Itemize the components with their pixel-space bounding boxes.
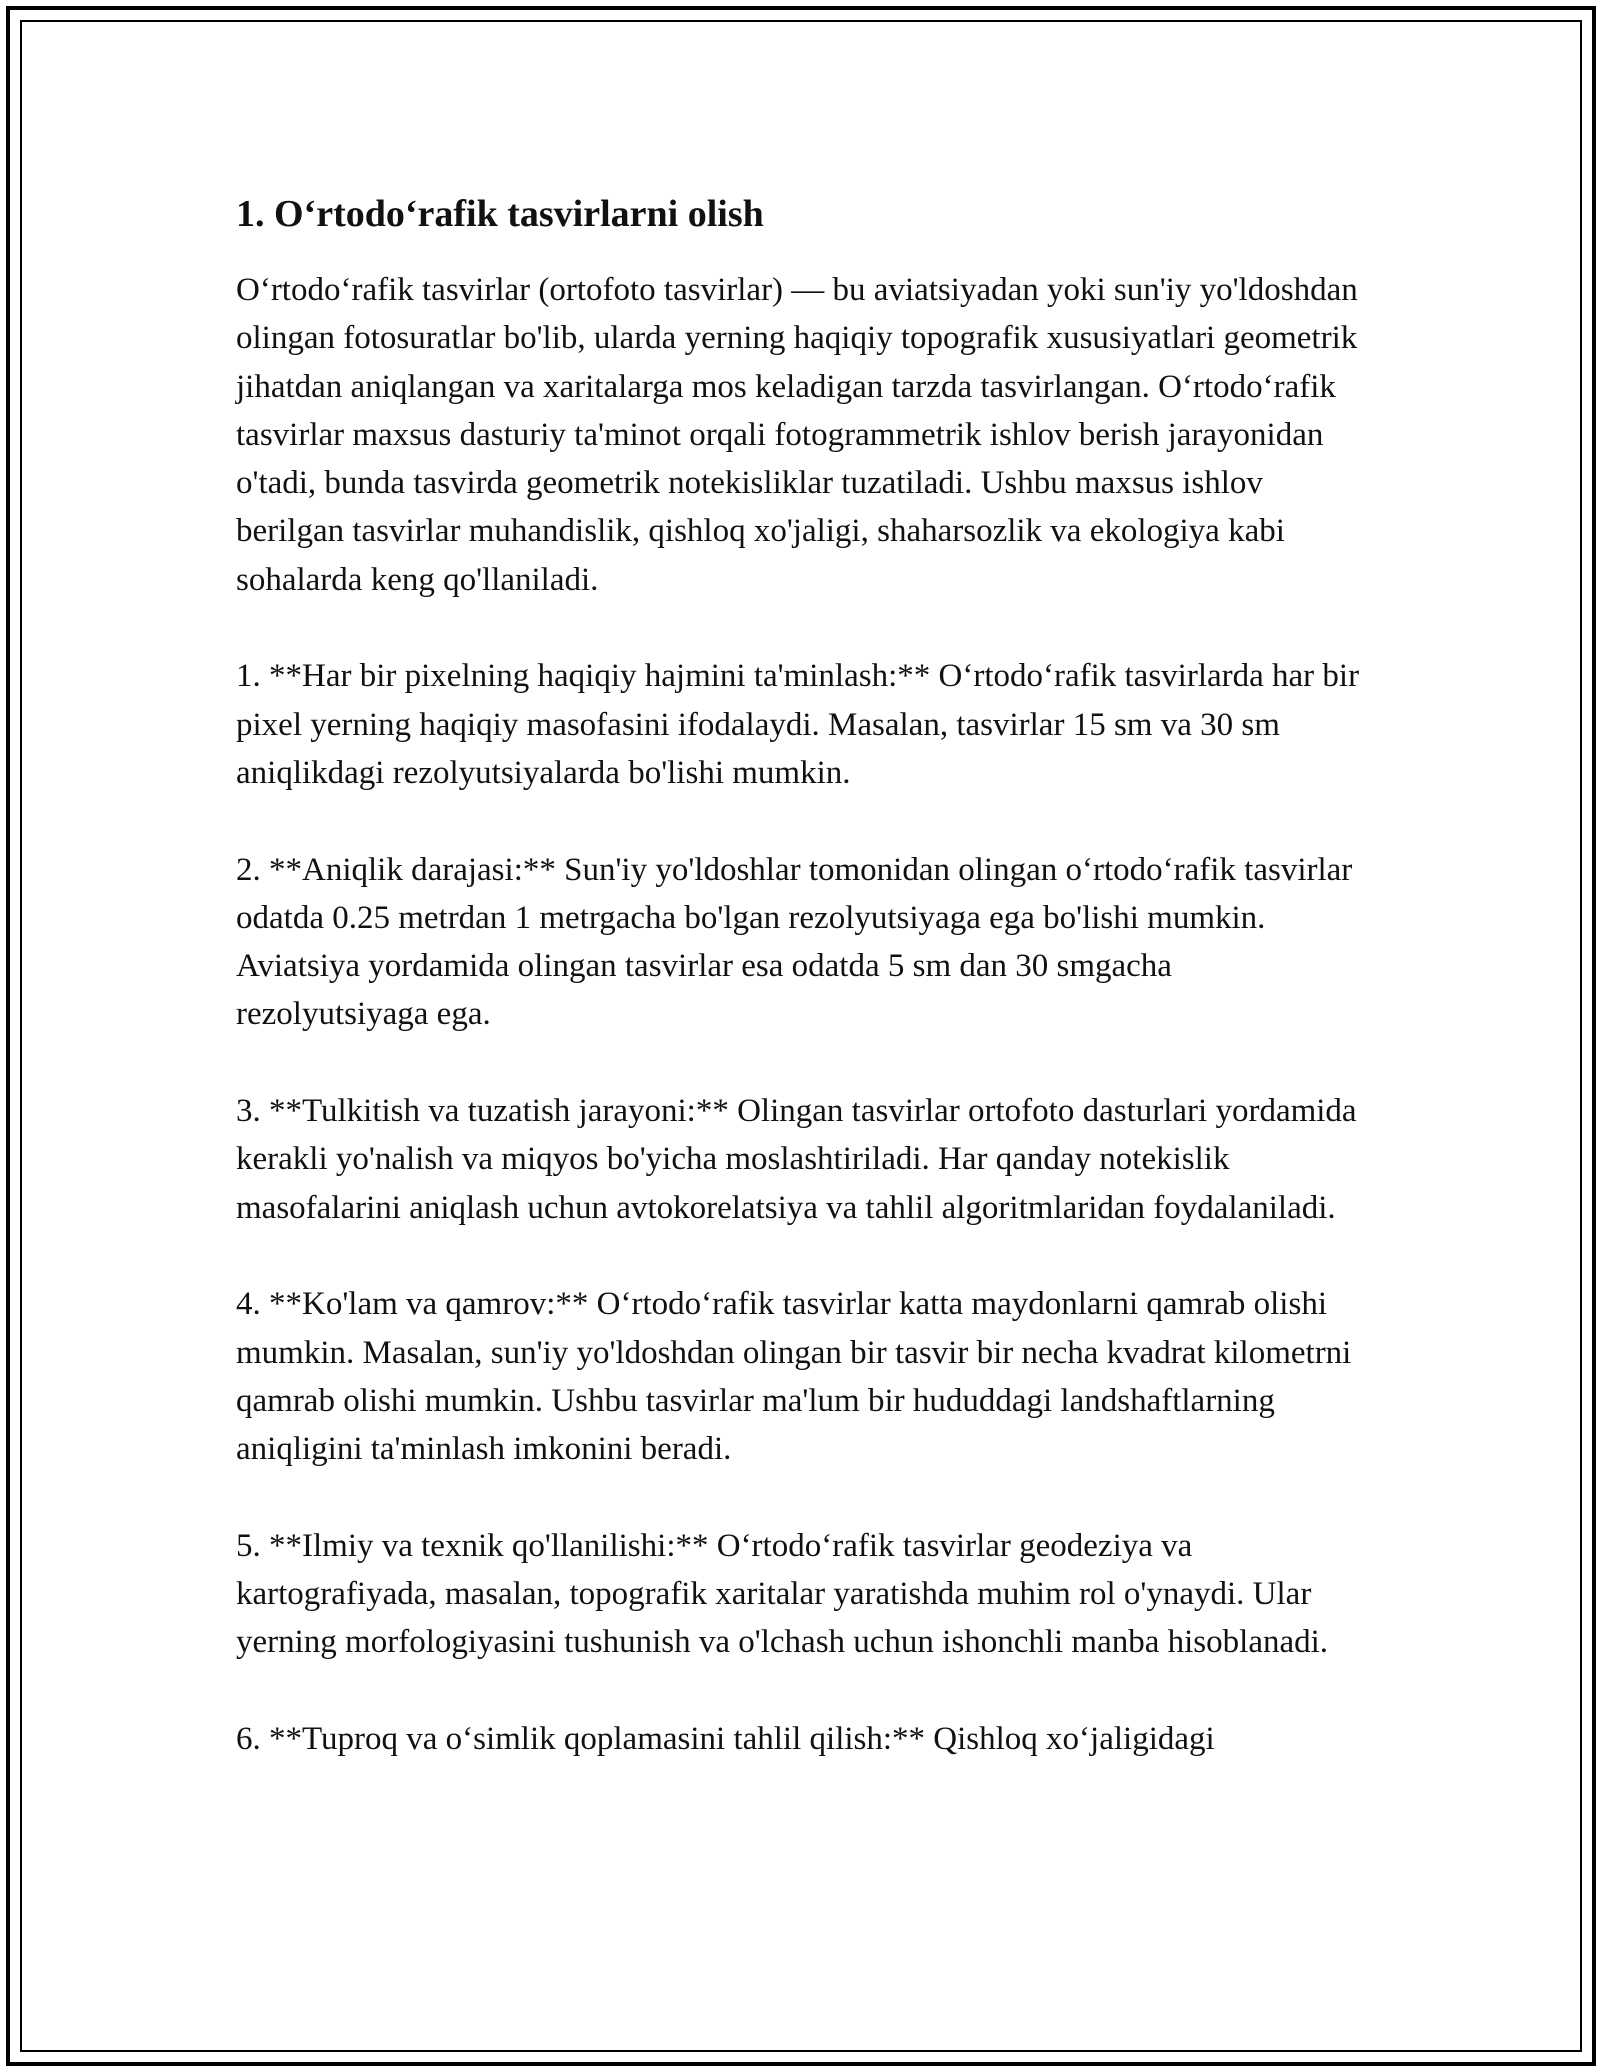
section-heading: 1. O‘rtodo‘rafik tasvirlarni olish <box>236 193 764 235</box>
list-item-6-paragraph: 6. **Tuproq va o‘simlik qoplamasini tahlil qilish:** Qishloq xo‘jaligidagi <box>236 1720 1215 1757</box>
list-item-2-paragraph: 2. **Aniqlik darajasi:** Sun'iy yo'ldoshlar tomonidan olingan o‘rtodo‘rafik tasvirlar odatda 0.25 metrdan 1 metrgacha bo'lgan rezolyutsiyaga ega bo'lishi mumkin. Aviatsiya yordamida olingan tasvirlar esa odatda 5 sm dan 30 smgacha rezolyutsiyaga ega. <box>236 851 1353 1033</box>
list-item-5-paragraph: 5. **Ilmiy va texnik qo'llanilishi:** O‘rtodo‘rafik tasvirlar geodeziya va kartografiyada, masalan, topografik xaritalar yaratishda muhim rol o'ynaydi. Ular yerning morfologiyasini tushunish va o'lchash uchun ishonchli manba hisoblanadi. <box>236 1527 1329 1661</box>
list-item-4-paragraph: 4. **Ko'lam va qamrov:** O‘rtodo‘rafik tasvirlar katta maydonlarni qamrab olishi mumkin. Masalan, sun'iy yo'ldoshdan olingan bir tasvir bir necha kvadrat kilometrni qamrab olishi mumkin. Ushbu tasvirlar ma'lum bir hududdagi landshaftlarning aniqligini ta'minlash imkonini beradi. <box>236 1286 1352 1468</box>
list-item-1-paragraph: 1. **Har bir pixelning haqiqiy hajmini ta'minlash:** O‘rtodo‘rafik tasvirlarda har bir pixel yerning haqiqiy masofasini ifodalaydi. Masalan, tasvirlar 15 sm va 30 sm aniqlikdagi rezolyutsiyalarda bo'lishi mumkin. <box>236 658 1360 791</box>
intro-paragraph: O‘rtodo‘rafik tasvirlar (ortofoto tasvirlar) — bu aviatsiyadan yoki sun'iy yo'ldoshdan olingan fotosuratlar bo'lib, ularda yerning haqiqiy topografik xususiyatlari geometrik jihatdan aniqlangan va xaritalarga mos keladigan tarzda tasvirlangan. O‘rtodo‘rafik tasvirlar maxsus dasturiy ta'minot orqali fotogrammetrik ishlov berish jarayonidan o'tadi, bunda tasvirda geometrik notekisliklar tuzatiladi. Ushbu maxsus ishlov berilgan tasvirlar muhandislik, qishloq xo'jaligi, shaharsozlik va ekologiya kabi sohalarda keng qo'llaniladi. <box>236 272 1358 598</box>
list-item-3-paragraph: 3. **Tulkitish va tuzatish jarayoni:** Olingan tasvirlar ortofoto dasturlari yordamida kerakli yo'nalish va miqyos bo'yicha moslashtiriladi. Har qanday notekislik masofalarini aniqlash uchun avtokorelatsiya va tahlil algoritmlaridan foydalaniladi. <box>236 1093 1357 1226</box>
document-body <box>236 186 1366 1763</box>
